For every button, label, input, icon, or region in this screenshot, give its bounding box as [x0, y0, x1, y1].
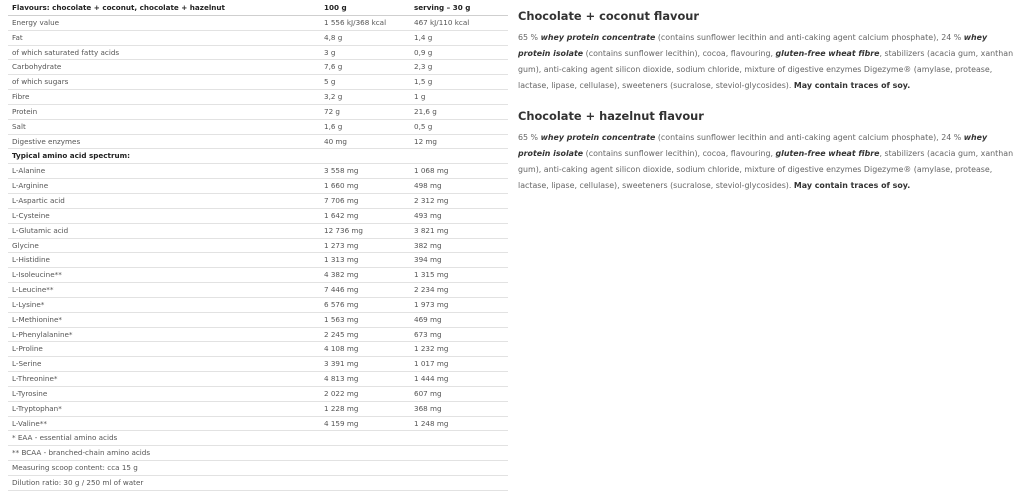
ingredient-highlight: gluten-free wheat fibre: [775, 49, 880, 58]
ingredient-text: (contains sunflower lecithin), cocoa, flavouring,: [583, 149, 776, 158]
amino-row: [8, 253, 508, 268]
value-per-serving: 2 312 mg: [410, 193, 508, 208]
value-per-100g: 3 g: [320, 45, 410, 60]
value-per-100g: 4 108 mg: [320, 342, 410, 357]
value-per-serving: 1 232 mg: [410, 342, 508, 357]
nutrition-table-body: [8, 15, 508, 490]
value-per-serving: 0,5 g: [410, 119, 508, 134]
nutrient-name: Protein: [8, 104, 320, 119]
value-per-serving: 493 mg: [410, 208, 508, 223]
amino-acid-name: L-Tyrosine: [8, 386, 320, 401]
value-per-100g: 4 382 mg: [320, 268, 410, 283]
note-row: [8, 461, 508, 476]
value-per-100g: 1 642 mg: [320, 208, 410, 223]
amino-acid-name: L-Serine: [8, 357, 320, 372]
ingredient-text: 65 %: [518, 33, 541, 42]
nutrition-row: [8, 45, 508, 60]
header-100g: 100 g: [320, 1, 410, 15]
ingredient-text: , stabilizers (acacia gum, xanthan gum), anti-caking agent silicon dioxide, sodium chloride, mixture of digestive enzymes Digezyme® (amylase, protease, lactase, lipase, cellulase), sweeteners (sucralose, steviol-glycosides).: [518, 49, 1014, 90]
nutrition-row: [8, 15, 508, 30]
nutrition-row: [8, 119, 508, 134]
amino-acid-name: L-Arginine: [8, 179, 320, 194]
amino-acid-name: L-Phenylalanine*: [8, 327, 320, 342]
header-serving: serving – 30 g: [410, 1, 508, 15]
value-per-serving: 1,5 g: [410, 75, 508, 90]
amino-row: [8, 312, 508, 327]
amino-acid-name: L-Histidine: [8, 253, 320, 268]
value-per-100g: 6 576 mg: [320, 297, 410, 312]
amino-row: [8, 193, 508, 208]
amino-row: [8, 401, 508, 416]
amino-row: [8, 416, 508, 431]
note-row: [8, 446, 508, 461]
table-note: * EAA - essential amino acids: [8, 431, 508, 446]
ingredient-text: (contains sunflower lecithin), cocoa, flavouring,: [583, 49, 776, 58]
allergen-warning: May contain traces of soy.: [793, 81, 911, 90]
value-per-serving: 1 068 mg: [410, 164, 508, 179]
table-note: ** BCAA - branched-chain amino acids: [8, 446, 508, 461]
amino-acid-name: Glycine: [8, 238, 320, 253]
value-per-100g: 1 313 mg: [320, 253, 410, 268]
value-per-serving: 498 mg: [410, 179, 508, 194]
amino-acid-name: L-Methionine*: [8, 312, 320, 327]
nutrition-row: [8, 30, 508, 45]
amino-row: [8, 357, 508, 372]
value-per-serving: 0,9 g: [410, 45, 508, 60]
ingredient-text: (contains sunflower lecithin and anti-caking agent calcium phosphate), 24 %: [655, 33, 964, 42]
value-per-serving: 368 mg: [410, 401, 508, 416]
amino-heading-row: [8, 149, 508, 164]
value-per-serving: 2,3 g: [410, 60, 508, 75]
amino-row: [8, 283, 508, 298]
flavour-title: Chocolate + coconut flavour: [518, 9, 699, 23]
ingredient-highlight: whey protein concentrate: [540, 33, 656, 42]
amino-row: [8, 179, 508, 194]
ingredient-text: 65 %: [518, 133, 541, 142]
nutrition-row: [8, 134, 508, 149]
header-flavours: Flavours: chocolate + coconut, chocolate + hazelnut: [8, 1, 320, 15]
amino-row: [8, 164, 508, 179]
amino-acid-name: L-Valine**: [8, 416, 320, 431]
amino-row: [8, 372, 508, 387]
amino-acid-name: L-Glutamic acid: [8, 223, 320, 238]
amino-heading: Typical amino acid spectrum:: [8, 149, 508, 164]
value-per-serving: 382 mg: [410, 238, 508, 253]
amino-row: [8, 327, 508, 342]
table-header-row: [8, 1, 508, 15]
amino-acid-name: L-Lysine*: [8, 297, 320, 312]
nutrient-name: Energy value: [8, 15, 320, 30]
amino-row: [8, 297, 508, 312]
value-per-serving: 469 mg: [410, 312, 508, 327]
amino-acid-name: L-Tryptophan*: [8, 401, 320, 416]
nutrient-name: Carbohydrate: [8, 60, 320, 75]
amino-row: [8, 268, 508, 283]
value-per-serving: 12 mg: [410, 134, 508, 149]
value-per-100g: 3 558 mg: [320, 164, 410, 179]
amino-row: [8, 386, 508, 401]
ingredient-text: (contains sunflower lecithin and anti-caking agent calcium phosphate), 24 %: [655, 133, 964, 142]
ingredients-text: [518, 30, 1016, 94]
amino-acid-name: L-Proline: [8, 342, 320, 357]
value-per-100g: 4 159 mg: [320, 416, 410, 431]
value-per-serving: 673 mg: [410, 327, 508, 342]
value-per-serving: 2 234 mg: [410, 283, 508, 298]
nutrition-table: [8, 1, 508, 491]
ingredients-text: [518, 130, 1016, 194]
nutrition-row: [8, 90, 508, 105]
amino-acid-name: L-Isoleucine**: [8, 268, 320, 283]
table-note: Dilution ratio: 30 g / 250 ml of water: [8, 476, 508, 491]
amino-row: [8, 223, 508, 238]
allergen-warning: May contain traces of soy.: [793, 181, 911, 190]
value-per-serving: 1 017 mg: [410, 357, 508, 372]
ingredient-text: , stabilizers (acacia gum, xanthan gum), anti-caking agent silicon dioxide, sodium chloride, mixture of digestive enzymes Digezyme® (amylase, protease, lactase, lipase, cellulase), sweeteners (sucralose, steviol-glycosides).: [518, 149, 1014, 190]
value-per-100g: 7,6 g: [320, 60, 410, 75]
nutrient-name: Salt: [8, 119, 320, 134]
amino-acid-name: L-Leucine**: [8, 283, 320, 298]
value-per-100g: 3 391 mg: [320, 357, 410, 372]
note-row: [8, 431, 508, 446]
amino-row: [8, 208, 508, 223]
ingredient-highlight: gluten-free wheat fibre: [775, 149, 880, 158]
nutrient-name: Digestive enzymes: [8, 134, 320, 149]
nutrient-name: of which saturated fatty acids: [8, 45, 320, 60]
ingredient-highlight: whey protein concentrate: [540, 133, 656, 142]
amino-row: [8, 238, 508, 253]
ingredients-panel: [518, 0, 1016, 194]
flavour-block-hazelnut: [518, 109, 1016, 194]
value-per-serving: 1 315 mg: [410, 268, 508, 283]
value-per-serving: 467 kJ/110 kcal: [410, 15, 508, 30]
value-per-100g: 1 556 kJ/368 kcal: [320, 15, 410, 30]
value-per-100g: 1 660 mg: [320, 179, 410, 194]
nutrient-name: Fibre: [8, 90, 320, 105]
value-per-serving: 1 248 mg: [410, 416, 508, 431]
value-per-100g: 72 g: [320, 104, 410, 119]
value-per-serving: 394 mg: [410, 253, 508, 268]
ingredient-highlight: whey protein isolate: [518, 133, 988, 158]
value-per-100g: 7 446 mg: [320, 283, 410, 298]
nutrition-row: [8, 75, 508, 90]
note-row: [8, 476, 508, 491]
value-per-100g: 40 mg: [320, 134, 410, 149]
amino-acid-name: L-Cysteine: [8, 208, 320, 223]
nutrition-row: [8, 60, 508, 75]
value-per-serving: 1 973 mg: [410, 297, 508, 312]
value-per-100g: 2 245 mg: [320, 327, 410, 342]
table-note: Measuring scoop content: cca 15 g: [8, 461, 508, 476]
value-per-100g: 5 g: [320, 75, 410, 90]
amino-acid-name: L-Threonine*: [8, 372, 320, 387]
value-per-100g: 1 273 mg: [320, 238, 410, 253]
flavour-title: Chocolate + hazelnut flavour: [518, 109, 704, 123]
ingredient-highlight: whey protein isolate: [518, 33, 988, 58]
value-per-100g: 12 736 mg: [320, 223, 410, 238]
value-per-100g: 1 563 mg: [320, 312, 410, 327]
value-per-serving: 1 g: [410, 90, 508, 105]
nutrition-row: [8, 104, 508, 119]
nutrient-name: Fat: [8, 30, 320, 45]
amino-acid-name: L-Aspartic acid: [8, 193, 320, 208]
value-per-serving: 21,6 g: [410, 104, 508, 119]
value-per-100g: 2 022 mg: [320, 386, 410, 401]
value-per-serving: 607 mg: [410, 386, 508, 401]
flavour-block-coconut: [518, 9, 1016, 94]
value-per-serving: 3 821 mg: [410, 223, 508, 238]
value-per-100g: 1 228 mg: [320, 401, 410, 416]
value-per-100g: 4,8 g: [320, 30, 410, 45]
value-per-100g: 3,2 g: [320, 90, 410, 105]
value-per-100g: 4 813 mg: [320, 372, 410, 387]
nutrient-name: of which sugars: [8, 75, 320, 90]
value-per-serving: 1 444 mg: [410, 372, 508, 387]
value-per-serving: 1,4 g: [410, 30, 508, 45]
value-per-100g: 7 706 mg: [320, 193, 410, 208]
amino-row: [8, 342, 508, 357]
value-per-100g: 1,6 g: [320, 119, 410, 134]
amino-acid-name: L-Alanine: [8, 164, 320, 179]
